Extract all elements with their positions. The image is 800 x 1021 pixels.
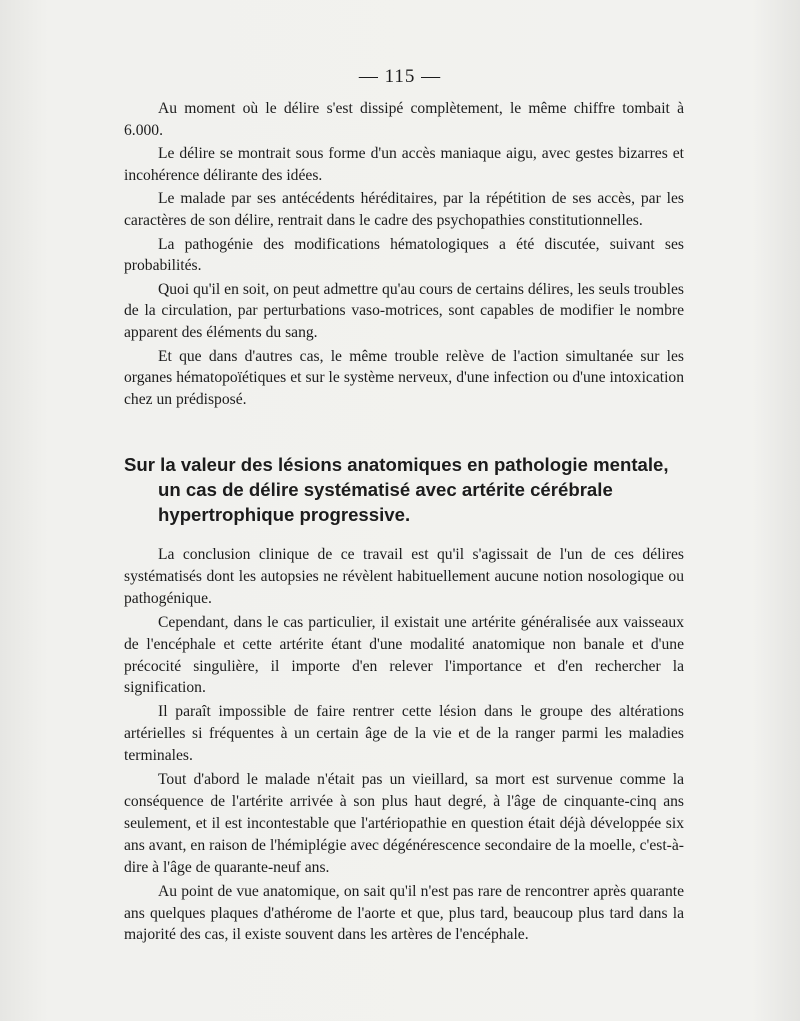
section-text-2 [124, 544, 684, 948]
paragraph: Au point de vue anatomique, on sait qu'il n'est pas rare de rencontrer après quarante ans quelques plaques d'athérome de l'aorte et que, plus tard, beaucoup plus tard dans la majorité des cas, il existe souvent dans les artères de l'encéphale. [124, 882, 684, 944]
paragraph: Tout d'abord le malade n'était pas un vieillard, sa mort est survenue comme la conséquence de l'artérite arrivée à son plus haut degré, à l'âge de cinquante-cinq ans seulement, et il est incontestable que l'artériopathie en question était déjà développée six ans avant, en raison de l'hémiplégie avec dégénérescence secondaire de la moelle, c'est-à-dire à l'âge de quarante-neuf ans. [124, 771, 684, 876]
heading-line-2: un cas de délire systématisé avec artérite cérébrale hypertrophique progressive. [158, 479, 613, 525]
section-heading [124, 452, 690, 527]
paragraph: Et que dans d'autres cas, le même trouble relève de l'action simultanée sur les organes hématopoïétiques et sur le système nerveux, d'une infection ou d'une intoxication chez un prédisposé. [124, 347, 684, 408]
paragraph: Il paraît impossible de faire rentrer cette lésion dans le groupe des altérations artérielles si fréquentes à un certain âge de la vie et de la ranger parmi les maladies terminales. [124, 703, 684, 765]
section-text-1 [124, 98, 684, 412]
paragraph: La conclusion clinique de ce travail est qu'il s'agissait de l'un de ces délires systématisés dont les autopsies ne révèlent habituellement aucune notion nosologique ou pathogénique. [124, 546, 684, 607]
paragraph: Quoi qu'il en soit, on peut admettre qu'au cours de certains délires, les seuls troubles de la circulation, par perturbations vaso-motrices, sont capables de modifier le nombre apparent des éléments du sang. [124, 280, 684, 341]
paragraph: Au moment où le délire s'est dissipé complètement, le même chiffre tombait à 6.000. [124, 100, 684, 139]
paragraph: Le délire se montrait sous forme d'un accès maniaque aigu, avec gestes bizarres et incohérence délirante des idées. [124, 145, 684, 184]
paragraph: Cependant, dans le cas particulier, il existait une artérite généralisée aux vaisseaux de l'encéphale et cette artérite étant d'une modalité anatomique non banale et d'une précocité singulière, il importe d'en relever l'importance et d'en rechercher la signification. [124, 613, 684, 697]
paragraph: La pathogénie des modifications hématologiques a été discutée, suivant ses probabilités. [124, 235, 684, 275]
page-number: — 115 — [358, 66, 442, 87]
paragraph: Le malade par ses antécédents héréditaires, par la répétition de ses accès, par les caractères de son délire, rentrait dans le cadre des psychopathies constitutionnelles. [124, 190, 684, 229]
heading-line-1: Sur la valeur des lésions anatomiques en pathologie mentale, [124, 454, 669, 475]
